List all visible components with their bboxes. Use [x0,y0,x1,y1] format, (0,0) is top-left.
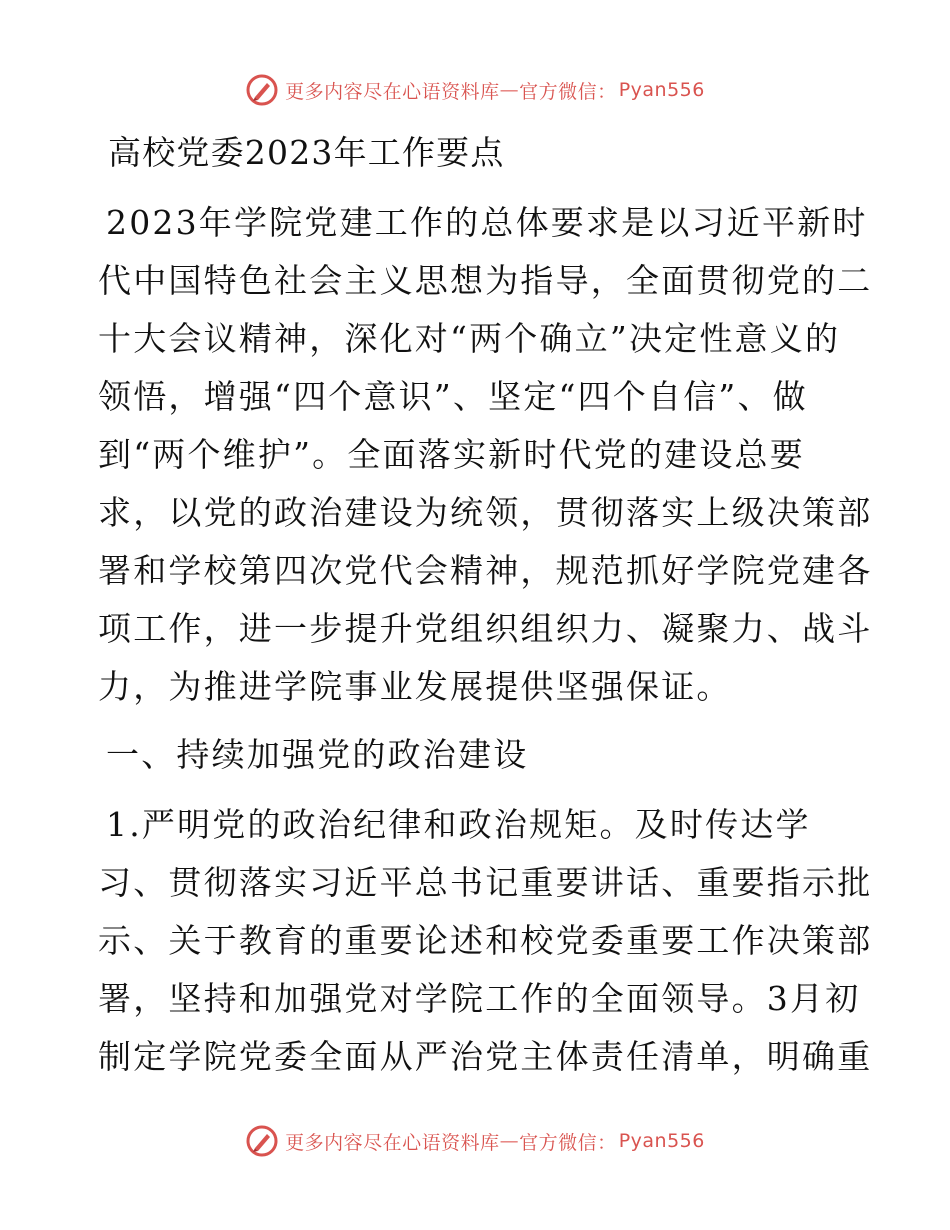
watermark-separator: — [499,79,520,101]
watermark-id: Pyan556 [618,1130,705,1152]
paragraph-line: 十大会议精神，深化对“两个确立”决定性意义的 [98,319,841,358]
footer-watermark [0,1121,950,1161]
document-title: 高校党委2023年工作要点 [108,133,505,172]
paragraph-line: 代中国特色社会主义思想为指导，全面贯彻党的二 [98,261,873,300]
pen-logo-icon [245,1124,279,1158]
watermark-label: 官方微信： [519,80,617,103]
document-body [98,124,873,1086]
paragraph-line: 力，为推进学院事业发展提供坚强保证。 [98,667,732,706]
watermark-text: 更多内容尽在心语资料库 [285,1131,500,1154]
pen-logo-icon [245,73,279,107]
paragraph-line: 领悟，增强“四个意识”、坚定“四个自信”、做 [98,377,808,416]
paragraph-line: 到“两个维护”。全面落实新时代党的建设总要 [98,435,805,474]
paragraph-general-requirements [98,194,873,716]
paragraph-line: 制定学院党委全面从严治党主体责任清单，明确重 [98,1037,873,1076]
paragraph-line: 1.严明党的政治纪律和政治规矩。及时传达学 [106,805,811,844]
watermark-text: 更多内容尽在心语资料库 [285,80,500,103]
section-heading: 一、持续加强党的政治建设 [106,735,529,774]
watermark-label: 官方微信： [519,1131,617,1154]
header-watermark [0,70,950,110]
paragraph-line: 署，坚持和加强党对学院工作的全面领导。3月初 [98,979,861,1018]
paragraph-line: 项工作，进一步提升党组织组织力、凝聚力、战斗 [98,609,873,648]
paragraph-line: 习、贯彻落实习近平总书记重要讲话、重要指示批 [98,863,873,902]
paragraph-line: 示、关于教育的重要论述和校党委重要工作决策部 [98,921,873,960]
paragraph-political-discipline [98,796,873,1086]
paragraph-line: 2023年学院党建工作的总体要求是以习近平新时 [106,203,868,242]
paragraph-line: 署和学校第四次党代会精神，规范抓好学院党建各 [98,551,873,590]
watermark-id: Pyan556 [618,79,705,101]
watermark-separator: — [499,1130,520,1152]
paragraph-line: 求，以党的政治建设为统领，贯彻落实上级决策部 [98,493,873,532]
